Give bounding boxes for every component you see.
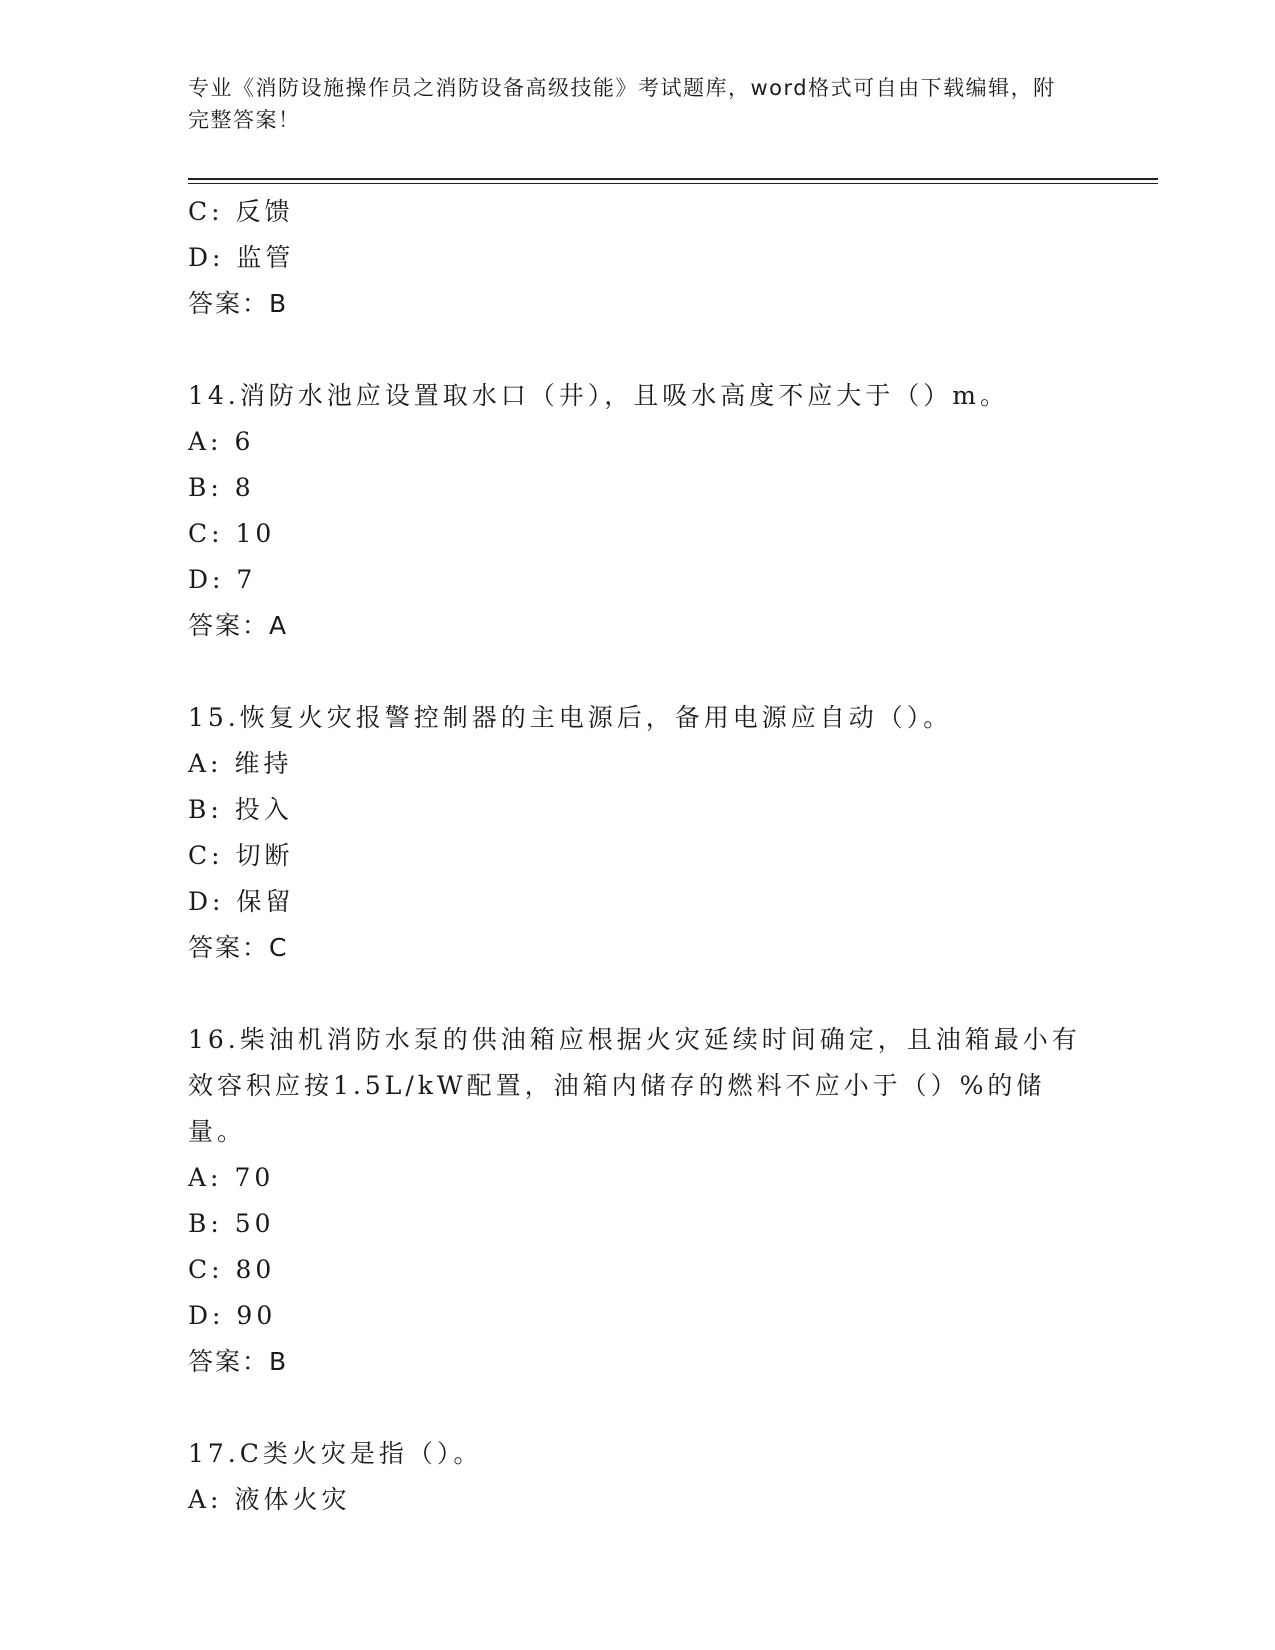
option-a <box>188 741 1088 787</box>
question-text: 16.柴油机消防水泵的供油箱应根据火灾延续时间确定，且油箱最小有效容积应按1.5L/kW配置，油箱内储存的燃料不应小于（）%的储量。 <box>188 1025 1081 1146</box>
question-text: 15.恢复火灾报警控制器的主电源后，备用电源应自动（）。 <box>188 703 953 732</box>
option-c <box>188 1247 1088 1293</box>
header-rule-thick <box>188 178 1158 180</box>
option-letter: C: <box>188 841 224 870</box>
option-d <box>188 557 1088 603</box>
question-13-tail <box>188 189 1088 327</box>
option-c <box>188 189 1088 235</box>
option-letter: A: <box>188 427 223 456</box>
option-text: 10 <box>235 519 276 548</box>
option-letter: B: <box>188 473 223 502</box>
option-letter: D: <box>188 243 225 272</box>
option-text: 切断 <box>235 841 294 870</box>
option-a <box>188 1477 1088 1523</box>
document-header: 专业《消防设施操作员之消防设备高级技能》考试题库，word格式可自由下载编辑，附完整答案！ <box>188 76 1056 132</box>
option-letter: C: <box>188 519 224 548</box>
header-rule-thin <box>188 183 1158 184</box>
option-text: 70 <box>234 1163 275 1192</box>
spacer <box>188 327 1088 373</box>
option-letter: B: <box>188 795 223 824</box>
question-15 <box>188 695 1088 971</box>
answer-line: 答案：B <box>188 1347 289 1376</box>
question-text: 14.消防水池应设置取水口（井），且吸水高度不应大于（）m。 <box>188 381 1009 410</box>
option-letter: A: <box>188 1163 223 1192</box>
answer-line: 答案：B <box>188 289 289 318</box>
option-text: 反馈 <box>235 197 294 226</box>
spacer <box>188 971 1088 1017</box>
spacer <box>188 1385 1088 1431</box>
option-c <box>188 833 1088 879</box>
option-b <box>188 1201 1088 1247</box>
option-text: 6 <box>234 427 255 456</box>
option-text: 8 <box>234 473 255 502</box>
option-text: 投入 <box>234 795 293 824</box>
option-a <box>188 1155 1088 1201</box>
option-d <box>188 1293 1088 1339</box>
option-b <box>188 787 1088 833</box>
option-text: 维持 <box>234 749 293 778</box>
option-text: 90 <box>236 1301 277 1330</box>
option-letter: D: <box>188 1301 225 1330</box>
option-letter: B: <box>188 1209 223 1238</box>
answer-line: 答案：C <box>188 933 289 962</box>
option-letter: A: <box>188 749 223 778</box>
question-16 <box>188 1017 1088 1385</box>
question-text: 17.C类火灾是指（）。 <box>188 1439 483 1468</box>
option-c <box>188 511 1088 557</box>
option-d <box>188 235 1088 281</box>
question-14 <box>188 373 1088 649</box>
option-text: 50 <box>234 1209 275 1238</box>
option-letter: C: <box>188 1255 224 1284</box>
answer-line: 答案：A <box>188 611 289 640</box>
question-list <box>188 189 1088 1523</box>
question-17 <box>188 1431 1088 1523</box>
option-text: 80 <box>235 1255 276 1284</box>
option-letter: D: <box>188 565 225 594</box>
spacer <box>188 649 1088 695</box>
option-text: 监管 <box>236 243 295 272</box>
option-letter: D: <box>188 887 225 916</box>
option-d <box>188 879 1088 925</box>
option-text: 液体火灾 <box>234 1485 351 1514</box>
option-a <box>188 419 1088 465</box>
option-letter: A: <box>188 1485 223 1514</box>
option-b <box>188 465 1088 511</box>
option-text: 7 <box>236 565 257 594</box>
option-text: 保留 <box>236 887 295 916</box>
option-letter: C: <box>188 197 224 226</box>
